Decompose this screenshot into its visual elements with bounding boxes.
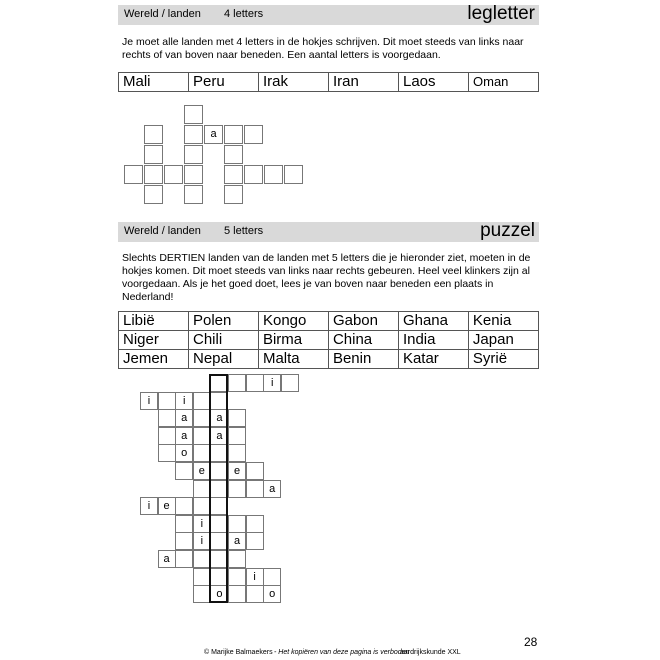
grid-box[interactable]: a [158,550,176,568]
word-cell: Iran [328,72,398,92]
word-cell: Polen [188,312,258,331]
grid-box[interactable] [193,497,211,515]
section1-word-row [118,72,539,92]
word-cell: Mali [118,72,188,92]
word-cell: Malta [258,350,328,369]
grid-box[interactable] [193,392,211,410]
grid-box[interactable] [210,497,228,515]
grid-box[interactable] [144,145,163,164]
grid-box[interactable] [184,185,203,204]
grid-box[interactable] [246,532,264,550]
grid-box[interactable] [228,568,246,586]
grid-box[interactable]: a [228,532,246,550]
grid-box[interactable] [228,515,246,533]
word-cell: Benin [328,350,398,369]
grid-box[interactable] [210,462,228,480]
grid-box[interactable] [175,462,193,480]
section2-instructions: Slechts DERTIEN landen van de landen met 5 letters die je hieronder ziet, moeten in de hokjes komen. Dit moet steeds van links naar rechts gebeuren. Heel veel klinkers zijn al voorgedaan. Als je het goed doet, lees je van boven naar beneden een plaats in Nederland! [122,252,531,303]
grid-box[interactable]: o [175,444,193,462]
word-cell: Peru [188,72,258,92]
section2-header [118,222,539,242]
grid-box[interactable] [184,145,203,164]
grid-box[interactable] [210,532,228,550]
grid-box[interactable]: o [210,585,228,603]
grid-box[interactable] [193,409,211,427]
grid-box[interactable] [158,392,176,410]
grid-box[interactable] [124,165,143,184]
word-cell: Libië [119,312,189,331]
grid-box[interactable] [144,185,163,204]
grid-box[interactable] [224,125,243,144]
grid-box[interactable] [164,165,183,184]
word-cell: Laos [398,72,468,92]
footer-book: aardrijkskunde XXL [400,649,461,656]
word-cell: Birma [258,331,328,350]
grid-box[interactable] [158,409,176,427]
grid-box[interactable]: a [210,427,228,445]
word-cell: Niger [119,331,189,350]
word-cell: Nepal [188,350,258,369]
grid-box[interactable] [228,444,246,462]
grid-box[interactable] [246,374,264,392]
grid-box[interactable] [281,374,299,392]
section2-title: puzzel [480,220,535,241]
grid-box[interactable] [184,125,203,144]
word-cell: China [328,331,398,350]
word-cell: Kongo [258,312,328,331]
page-number: 28 [524,635,538,649]
grid-box[interactable]: i [175,392,193,410]
grid-box[interactable]: e [193,462,211,480]
grid-box[interactable] [284,165,303,184]
grid-box[interactable] [224,145,243,164]
grid-box[interactable] [184,165,203,184]
word-cell: India [398,331,468,350]
grid-box[interactable] [175,532,193,550]
word-cell: Syrië [468,350,538,369]
grid-box[interactable] [158,444,176,462]
grid-box[interactable] [210,568,228,586]
grid-box[interactable]: a [263,480,281,498]
grid-box[interactable] [224,165,243,184]
grid-box[interactable]: i [263,374,281,392]
grid-box[interactable] [193,444,211,462]
grid-box[interactable] [264,165,283,184]
grid-box[interactable]: e [158,497,176,515]
grid-box[interactable] [228,374,246,392]
grid-box[interactable] [175,497,193,515]
grid-box[interactable] [158,427,176,445]
grid-box[interactable] [244,125,263,144]
grid-box[interactable] [193,550,211,568]
grid-box[interactable]: i [140,497,158,515]
word-cell: Katar [398,350,468,369]
grid-box[interactable]: o [263,585,281,603]
grid-box[interactable] [228,480,246,498]
footer-copyright: © Marijke Balmaekers [204,649,273,656]
grid-box[interactable] [175,550,193,568]
word-cell: Ghana [398,312,468,331]
section1-subtitle: 4 letters [224,8,264,20]
grid-box[interactable] [210,550,228,568]
grid-box[interactable] [228,409,246,427]
grid-box[interactable] [246,515,264,533]
word-cell: Irak [258,72,328,92]
table-row [119,312,539,331]
word-cell: Gabon [328,312,398,331]
grid-box[interactable] [263,568,281,586]
grid-box[interactable] [246,462,264,480]
grid-box[interactable] [193,568,211,586]
grid-box[interactable] [210,515,228,533]
grid-box[interactable] [144,165,163,184]
section2-word-table [118,311,539,369]
footer-notice: - Het kopiëren van deze pagina is verboden [274,649,410,656]
grid-box[interactable] [184,105,203,124]
grid-box[interactable]: e [228,462,246,480]
section1-instructions: Je moet alle landen met 4 letters in de hokjes schrijven. Dit moet steeds van links naar rechts of van boven naar beneden. Een aantal letters is voorgedaan. [122,36,524,61]
section2-category: Wereld / landen [124,225,201,237]
grid-box[interactable] [193,427,211,445]
grid-box[interactable]: i [140,392,158,410]
section1-header [118,5,539,25]
grid-box[interactable] [193,585,211,603]
grid-box[interactable] [228,550,246,568]
word-cell: Oman [468,72,539,92]
grid-box[interactable] [210,374,228,392]
grid-box[interactable]: a [204,125,223,144]
grid-box[interactable] [228,585,246,603]
grid-box[interactable]: i [193,532,211,550]
table-row [119,331,539,350]
grid-box[interactable] [144,125,163,144]
grid-box[interactable] [246,585,264,603]
grid-box[interactable]: i [246,568,264,586]
grid-box[interactable]: i [193,515,211,533]
grid-box[interactable] [224,185,243,204]
grid-box[interactable] [244,165,263,184]
word-cell: Chili [188,331,258,350]
grid-box[interactable] [210,480,228,498]
word-cell: Jemen [119,350,189,369]
section1-category: Wereld / landen [124,8,201,20]
grid-box[interactable] [246,480,264,498]
section1-title: legletter [467,3,535,24]
grid-box[interactable] [210,392,228,410]
grid-box[interactable]: a [175,409,193,427]
word-cell: Japan [468,331,538,350]
table-row [119,350,539,369]
grid-box[interactable]: a [175,427,193,445]
grid-box[interactable] [228,427,246,445]
section2-subtitle: 5 letters [224,225,264,237]
word-cell: Kenia [468,312,538,331]
grid-box[interactable] [210,444,228,462]
grid-box[interactable]: a [210,409,228,427]
grid-box[interactable] [175,515,193,533]
grid-box[interactable] [193,480,211,498]
